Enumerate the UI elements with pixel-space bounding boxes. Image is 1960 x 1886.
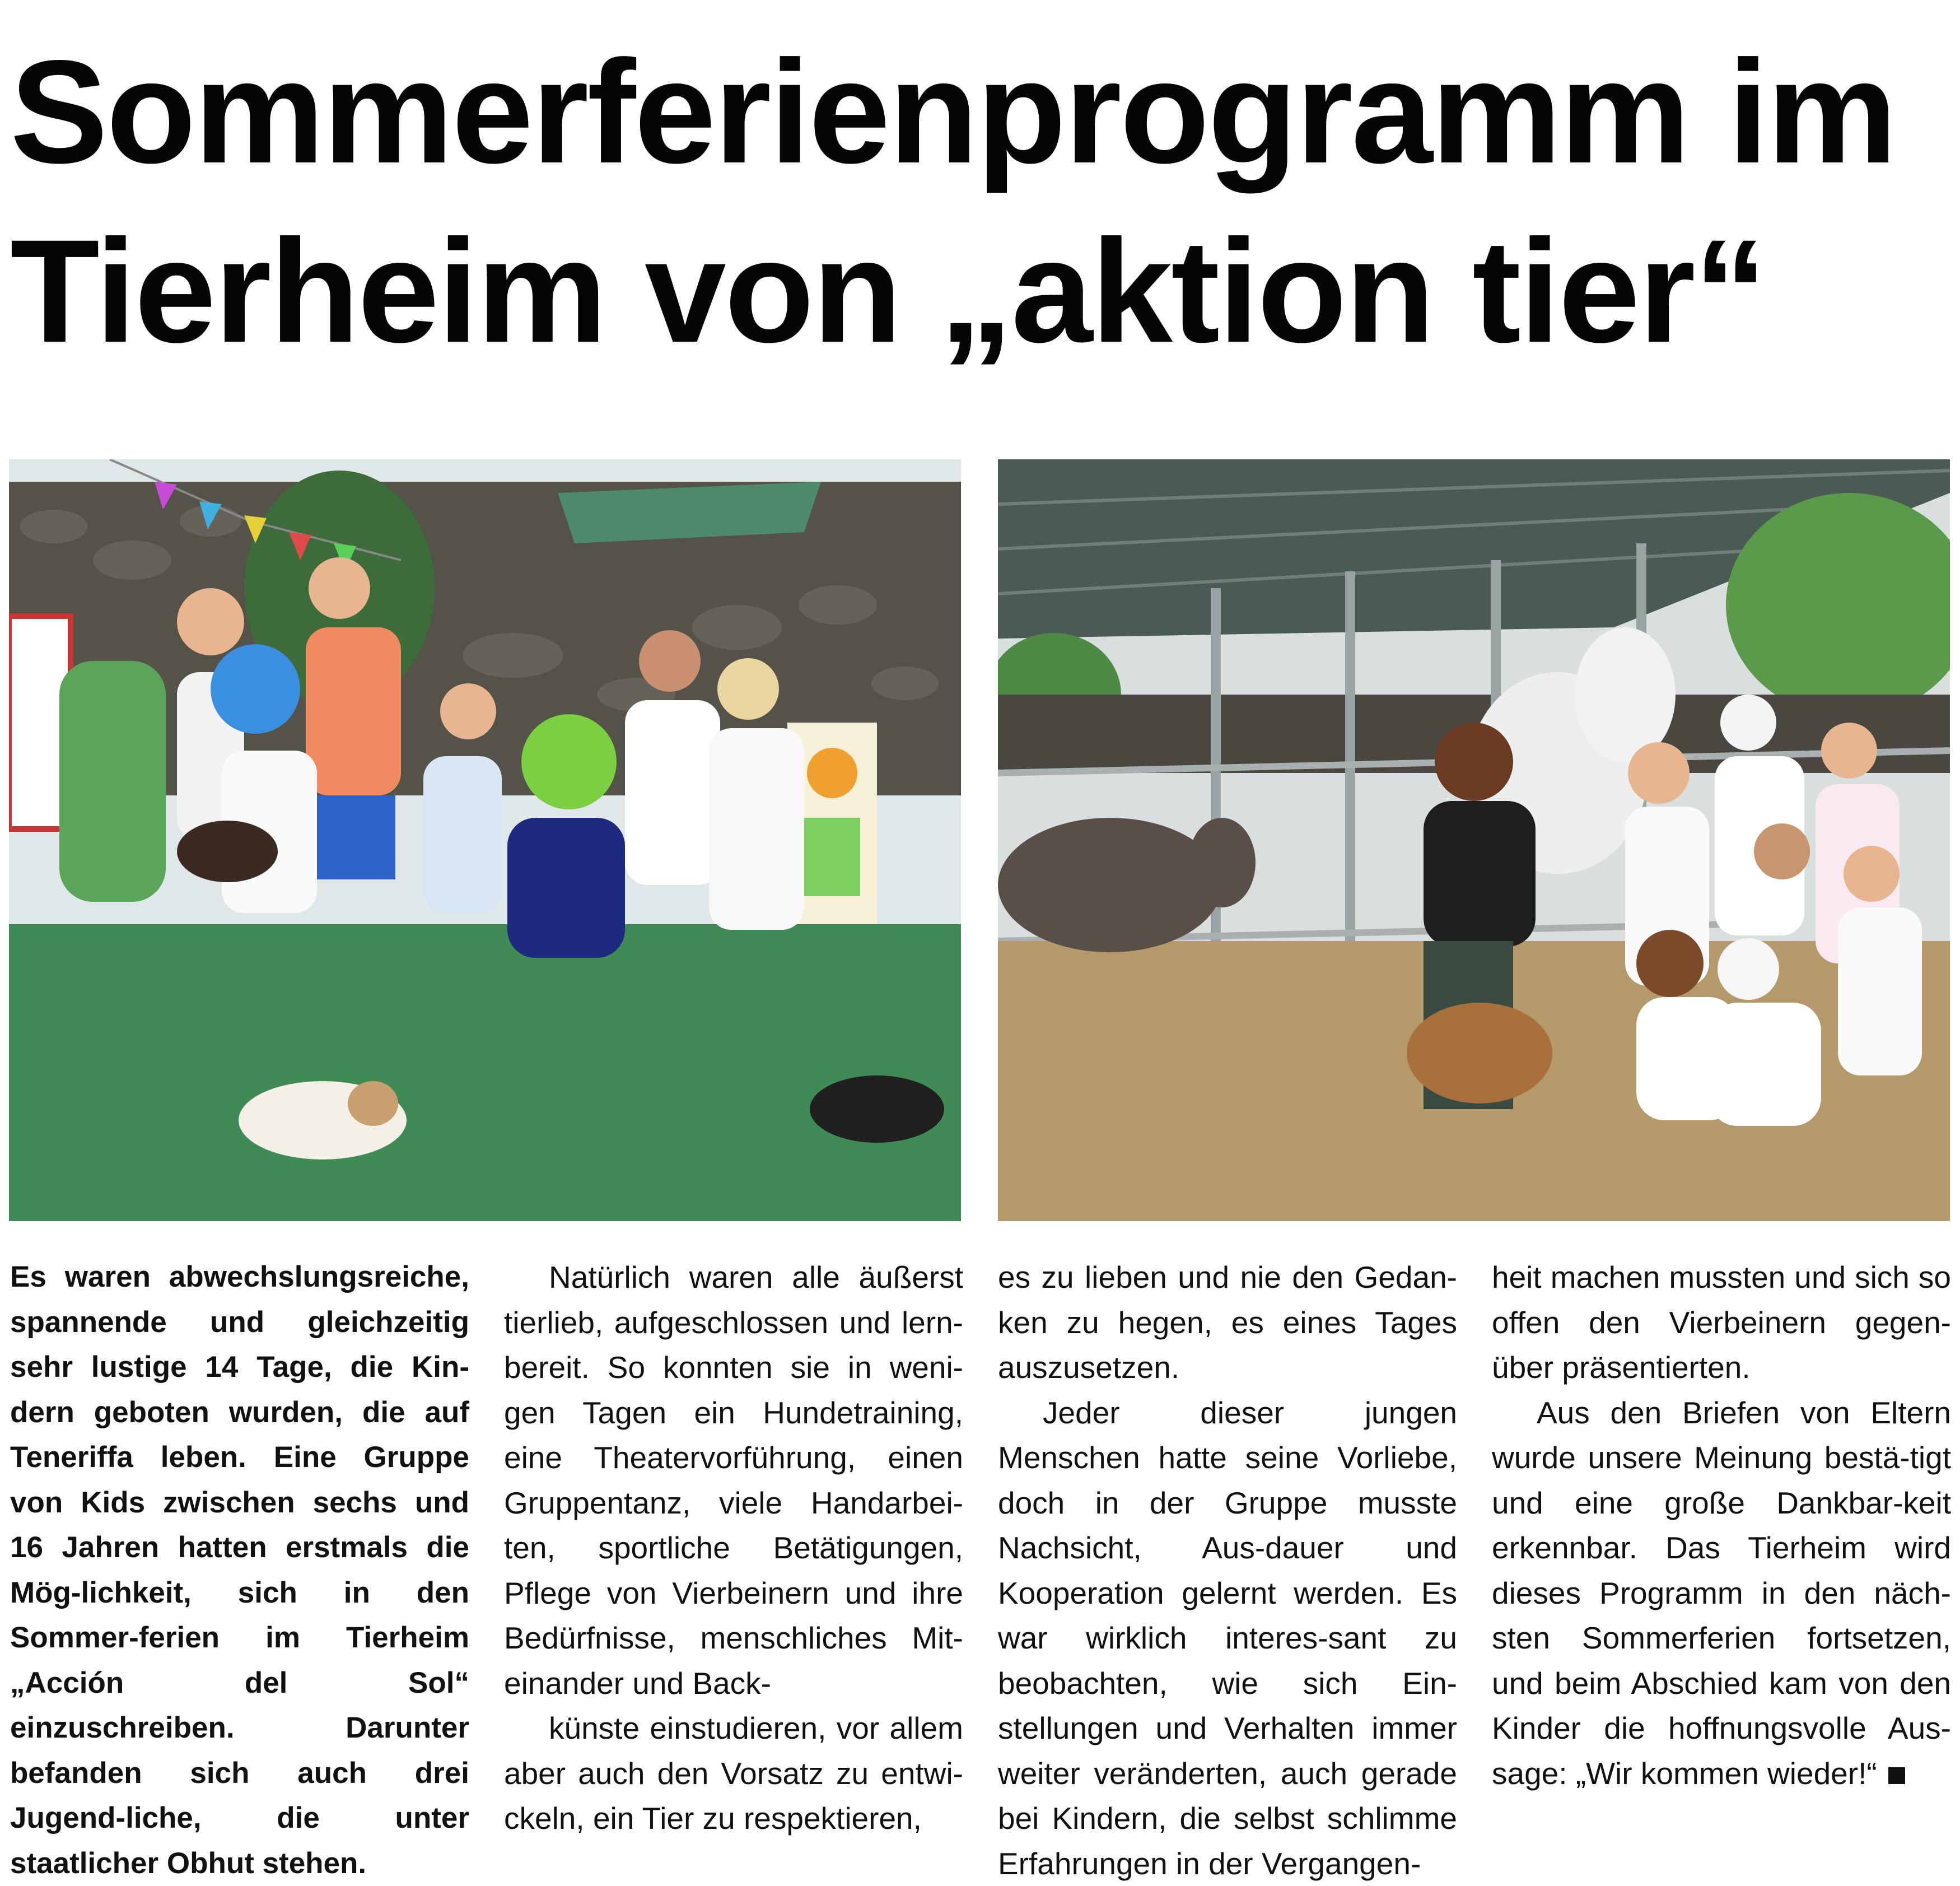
article-column-2 <box>504 1255 963 1841</box>
photo-children-with-dogs-image <box>9 459 961 1221</box>
headline-line-2: Tierheim von „aktion tier“ <box>10 209 1766 373</box>
headline <box>10 22 1948 381</box>
article-paragraph: heit machen mussten und sich so offen den Vierbeinern gegen-über präsentierten. <box>1492 1255 1951 1390</box>
photo-children-with-horse-and-dog-image <box>998 459 1950 1221</box>
article-paragraph: künste einstudieren, vor allem aber auch den Vorsatz zu entwi-ckeln, ein Tier zu respektieren, <box>504 1706 963 1841</box>
article-paragraph: Aus den Briefen von Eltern wurde unsere Meinung bestä-tigt und eine große Dankbar-keit erkennbar. Das Tierheim wird dieses Programm in den näch-sten Sommerferien fortsetzen, und beim Abschied kam von den Kinder die hoffnungsvolle Aus-sage: „Wir kommen wieder!“ <box>1492 1395 1951 1791</box>
article-paragraph: Jeder dieser jungen Menschen hatte seine Vorliebe, doch in der Gruppe musste Nachsicht, Aus-dauer und Kooperation gelernt werden. Es war wirklich interes-sant zu beobachten, wie sich Ein-stellungen und Verhalten immer weiter veränderten, auch gerade bei Kindern, die selbst schlimme Erfahrungen in der Vergangen- <box>998 1390 1457 1886</box>
article-lead-paragraph: Es waren abwechslungsreiche, spannende und gleichzeitig sehr lustige 14 Tage, die Kin-dern geboten wurden, die auf Teneriffa leben. Eine Gruppe von Kids zwischen sechs und 16 Jahren hatten erstmals die Mög-lichkeit, sich in den Sommer-ferien im Tierheim „Acción del Sol“ einzuschreiben. Darunter befanden sich auch drei Jugend-liche, die unter staatlicher Obhut stehen. <box>10 1255 469 1886</box>
end-of-article-square-icon <box>1888 1767 1905 1784</box>
headline-line-1: Sommerferienprogramm im <box>10 30 1896 194</box>
photo-children-with-dogs <box>9 459 961 1221</box>
article-paragraph: es zu lieben und nie den Gedan-ken zu hegen, es eines Tages auszusetzen. <box>998 1255 1457 1390</box>
article-column-3 <box>998 1255 1457 1886</box>
article-column-1 <box>10 1255 469 1886</box>
article-column-4 <box>1492 1255 1951 1796</box>
photo-children-with-horse-and-dog <box>998 459 1950 1221</box>
article-paragraph: Natürlich waren alle äußerst tierlieb, aufgeschlossen und lern-bereit. So konnten sie in weni-gen Tagen ein Hundetraining, eine Theatervorführung, einen Gruppentanz, viele Handarbei-ten, sportliche Betätigungen, Pflege von Vierbeinern und ihre Bedürfnisse, menschliches Mit-einander und Back- <box>504 1255 963 1706</box>
